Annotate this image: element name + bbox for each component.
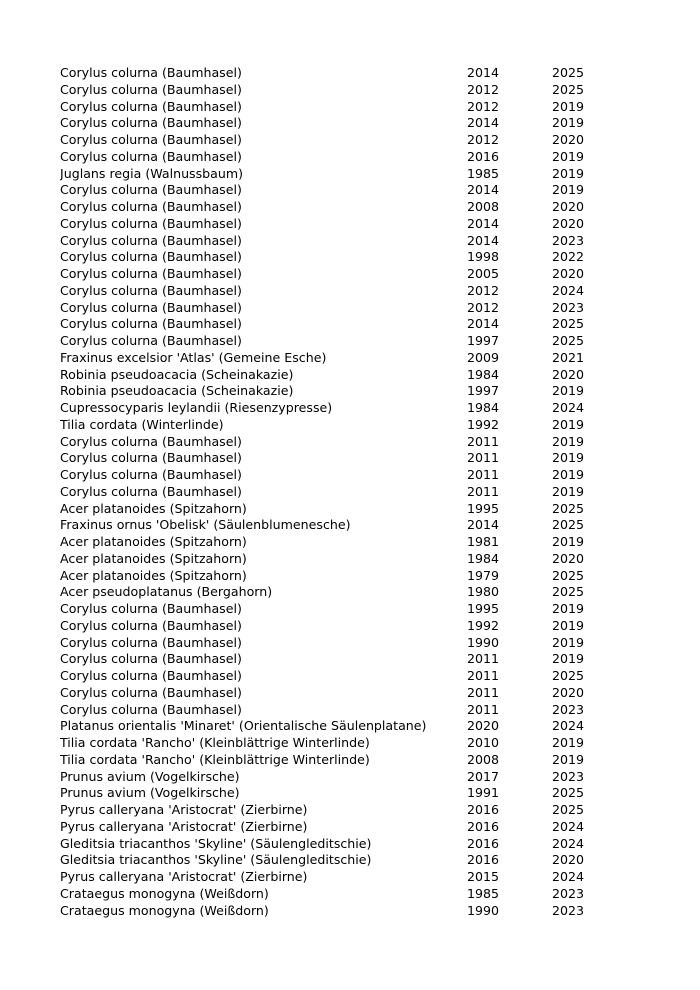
year-cell: 2023 [552,299,585,315]
table-row [60,819,620,836]
year-cell: 2011 [467,450,500,466]
species-name-cell: Gleditsia triacanthos 'Skyline' (Säulengleditschie) [60,852,372,868]
table-row [60,852,620,869]
species-name-cell: Gleditsia triacanthos 'Skyline' (Säulengleditschie) [60,835,372,851]
year-cell: 2019 [552,617,585,633]
year-cell: 1998 [467,249,500,265]
year-cell: 2021 [552,349,585,365]
year-cell: 2016 [467,802,500,817]
year-cell: 1995 [467,601,500,616]
year-cell: 2014 [467,115,500,131]
year-cell: 1984 [467,400,500,415]
species-name-cell: Acer platanoides (Spitzahorn) [60,534,247,549]
tree-list-table [60,65,620,919]
table-row [60,484,620,501]
year-cell: 1991 [467,785,500,801]
species-name-cell: Crataegus monogyna (Weißdorn) [60,885,269,901]
year-cell: 2019 [552,165,585,181]
species-name-cell: Prunus avium (Vogelkirsche) [60,768,240,784]
year-cell: 2023 [552,902,585,918]
table-row [60,182,620,199]
species-name-cell: Corylus colurna (Baumhasel) [60,701,242,717]
species-name-cell: Corylus colurna (Baumhasel) [60,182,242,198]
year-cell: 2020 [552,199,585,214]
table-row [60,869,620,886]
species-name-cell: Acer platanoides (Spitzahorn) [60,567,247,583]
table-row [60,802,620,819]
table-row [60,534,620,551]
year-cell: 2020 [552,266,585,281]
table-row [60,785,620,802]
year-cell: 2012 [467,81,500,97]
species-name-cell: Corylus colurna (Baumhasel) [60,617,242,633]
species-name-cell: Crataegus monogyna (Weißdorn) [60,902,269,918]
table-row [60,300,620,317]
table-row [60,65,620,82]
table-row [60,584,620,601]
year-cell: 2019 [552,115,585,131]
species-name-cell: Cupressocyparis leylandii (Riesenzypresse) [60,400,333,415]
species-name-cell: Corylus colurna (Baumhasel) [60,450,242,466]
species-name-cell: Robinia pseudoacacia (Scheinakazie) [60,383,294,399]
year-cell: 2025 [552,584,585,600]
species-name-cell: Corylus colurna (Baumhasel) [60,282,242,298]
year-cell: 2005 [467,266,500,281]
year-cell: 2014 [467,215,500,231]
table-row [60,434,620,451]
year-cell: 2024 [552,400,585,415]
year-cell: 2025 [552,785,585,801]
table-row [60,149,620,166]
year-cell: 2020 [552,550,585,566]
year-cell: 2012 [467,98,500,114]
table-row [60,199,620,216]
table-row [60,651,620,668]
year-cell: 2014 [467,316,500,332]
year-cell: 2023 [552,768,585,784]
year-cell: 2014 [467,182,500,198]
year-cell: 2025 [552,81,585,97]
species-name-cell: Corylus colurna (Baumhasel) [60,215,242,231]
species-name-cell: Prunus avium (Vogelkirsche) [60,785,240,801]
year-cell: 2019 [552,416,585,432]
year-cell: 2012 [467,282,500,298]
year-cell: 2008 [467,751,500,767]
table-row [60,752,620,769]
year-cell: 1990 [467,902,500,918]
year-cell: 2019 [552,467,585,482]
species-name-cell: Corylus colurna (Baumhasel) [60,483,242,499]
year-cell: 2019 [552,751,585,767]
species-name-cell: Corylus colurna (Baumhasel) [60,634,242,650]
table-row [60,99,620,116]
species-name-cell: Pyrus calleryana 'Aristocrat' (Zierbirne) [60,869,308,884]
species-name-cell: Corylus colurna (Baumhasel) [60,601,242,616]
table-row [60,233,620,250]
year-cell: 2011 [467,467,500,482]
year-cell: 2020 [552,852,585,868]
year-cell: 2015 [467,869,500,884]
year-cell: 2025 [552,65,585,80]
year-cell: 2019 [552,182,585,198]
species-name-cell: Acer platanoides (Spitzahorn) [60,500,247,516]
year-cell: 2024 [552,818,585,834]
year-cell: 1985 [467,885,500,901]
year-cell: 2025 [552,567,585,583]
table-row [60,601,620,618]
year-cell: 2019 [552,651,585,667]
species-name-cell: Corylus colurna (Baumhasel) [60,333,242,348]
species-name-cell: Fraxinus ornus 'Obelisk' (Säulenblumenesche) [60,517,351,533]
year-cell: 2019 [552,735,585,750]
table-row [60,115,620,132]
year-cell: 2011 [467,651,500,667]
year-cell: 2014 [467,65,500,80]
year-cell: 2014 [467,232,500,248]
species-name-cell: Tilia cordata 'Rancho' (Kleinblättrige Winterlinde) [60,751,370,767]
year-cell: 1990 [467,634,500,650]
table-row [60,702,620,719]
year-cell: 2011 [467,684,500,700]
year-cell: 1984 [467,550,500,566]
species-name-cell: Corylus colurna (Baumhasel) [60,684,242,700]
year-cell: 1997 [467,333,500,348]
species-name-cell: Corylus colurna (Baumhasel) [60,81,242,97]
species-name-cell: Acer platanoides (Spitzahorn) [60,550,247,566]
table-row [60,400,620,417]
species-name-cell: Corylus colurna (Baumhasel) [60,249,242,265]
table-row [60,216,620,233]
year-cell: 2020 [467,718,500,734]
year-cell: 2011 [467,433,500,449]
table-row [60,836,620,853]
species-name-cell: Tilia cordata 'Rancho' (Kleinblättrige Winterlinde) [60,735,370,750]
species-name-cell: Juglans regia (Walnussbaum) [60,165,244,181]
table-row [60,501,620,518]
year-cell: 2020 [552,215,585,231]
year-cell: 2019 [552,450,585,466]
species-name-cell: Acer pseudoplatanus (Bergahorn) [60,584,273,600]
year-cell: 2011 [467,701,500,717]
species-name-cell: Corylus colurna (Baumhasel) [60,467,242,482]
table-row [60,668,620,685]
table-row [60,635,620,652]
year-cell: 2010 [467,735,500,750]
year-cell: 2025 [552,668,585,683]
year-cell: 2023 [552,232,585,248]
table-row [60,316,620,333]
table-row [60,551,620,568]
year-cell: 2024 [552,282,585,298]
species-name-cell: Tilia cordata (Winterlinde) [60,416,224,432]
year-cell: 2009 [467,349,500,365]
table-row [60,467,620,484]
table-row [60,367,620,384]
year-cell: 1992 [467,617,500,633]
year-cell: 2025 [552,316,585,332]
species-name-cell: Corylus colurna (Baumhasel) [60,98,242,114]
year-cell: 2019 [552,634,585,650]
year-cell: 2019 [552,433,585,449]
species-name-cell: Pyrus calleryana 'Aristocrat' (Zierbirne) [60,802,308,817]
year-cell: 1997 [467,383,500,399]
table-row [60,685,620,702]
species-name-cell: Corylus colurna (Baumhasel) [60,316,242,332]
table-row [60,735,620,752]
tree-list-body [60,65,620,919]
year-cell: 1995 [467,500,500,516]
year-cell: 1984 [467,366,500,382]
species-name-cell: Corylus colurna (Baumhasel) [60,115,242,131]
year-cell: 2025 [552,500,585,516]
year-cell: 2019 [552,534,585,549]
year-cell: 1992 [467,416,500,432]
year-cell: 2011 [467,668,500,683]
table-row [60,166,620,183]
species-name-cell: Corylus colurna (Baumhasel) [60,232,242,248]
table-row [60,249,620,266]
year-cell: 2025 [552,802,585,817]
species-name-cell: Corylus colurna (Baumhasel) [60,132,242,147]
table-row [60,618,620,635]
species-name-cell: Corylus colurna (Baumhasel) [60,266,242,281]
table-row [60,417,620,434]
year-cell: 2012 [467,299,500,315]
year-cell: 2019 [552,383,585,399]
year-cell: 2022 [552,249,585,265]
year-cell: 2024 [552,835,585,851]
year-cell: 2020 [552,132,585,147]
table-row [60,350,620,367]
year-cell: 2023 [552,885,585,901]
year-cell: 2011 [467,483,500,499]
table-row [60,903,620,920]
species-name-cell: Corylus colurna (Baumhasel) [60,65,242,80]
table-row [60,568,620,585]
year-cell: 1980 [467,584,500,600]
year-cell: 2016 [467,818,500,834]
year-cell: 2019 [552,148,585,164]
year-cell: 1985 [467,165,500,181]
year-cell: 2016 [467,852,500,868]
year-cell: 2008 [467,199,500,214]
table-row [60,718,620,735]
table-row [60,283,620,300]
year-cell: 2025 [552,333,585,348]
species-name-cell: Corylus colurna (Baumhasel) [60,148,242,164]
year-cell: 2023 [552,701,585,717]
table-row [60,132,620,149]
species-name-cell: Corylus colurna (Baumhasel) [60,433,242,449]
table-row [60,517,620,534]
year-cell: 2020 [552,684,585,700]
species-name-cell: Corylus colurna (Baumhasel) [60,668,242,683]
table-row [60,333,620,350]
table-row [60,769,620,786]
table-row [60,266,620,283]
year-cell: 2019 [552,601,585,616]
year-cell: 2017 [467,768,500,784]
species-name-cell: Pyrus calleryana 'Aristocrat' (Zierbirne) [60,818,308,834]
species-name-cell: Robinia pseudoacacia (Scheinakazie) [60,366,294,382]
year-cell: 2016 [467,148,500,164]
species-name-cell: Corylus colurna (Baumhasel) [60,651,242,667]
year-cell: 2014 [467,517,500,533]
year-cell: 2025 [552,517,585,533]
year-cell: 2024 [552,718,585,734]
year-cell: 2012 [467,132,500,147]
table-row [60,82,620,99]
table-row [60,886,620,903]
table-row [60,383,620,400]
table-row [60,450,620,467]
species-name-cell: Corylus colurna (Baumhasel) [60,199,242,214]
year-cell: 1979 [467,567,500,583]
species-name-cell: Corylus colurna (Baumhasel) [60,299,242,315]
year-cell: 2024 [552,869,585,884]
species-name-cell: Platanus orientalis 'Minaret' (Orientalische Säulenplatane) [60,718,427,734]
year-cell: 1981 [467,534,500,549]
species-name-cell: Fraxinus excelsior 'Atlas' (Gemeine Esche) [60,349,327,365]
year-cell: 2020 [552,366,585,382]
year-cell: 2016 [467,835,500,851]
year-cell: 2019 [552,483,585,499]
year-cell: 2019 [552,98,585,114]
